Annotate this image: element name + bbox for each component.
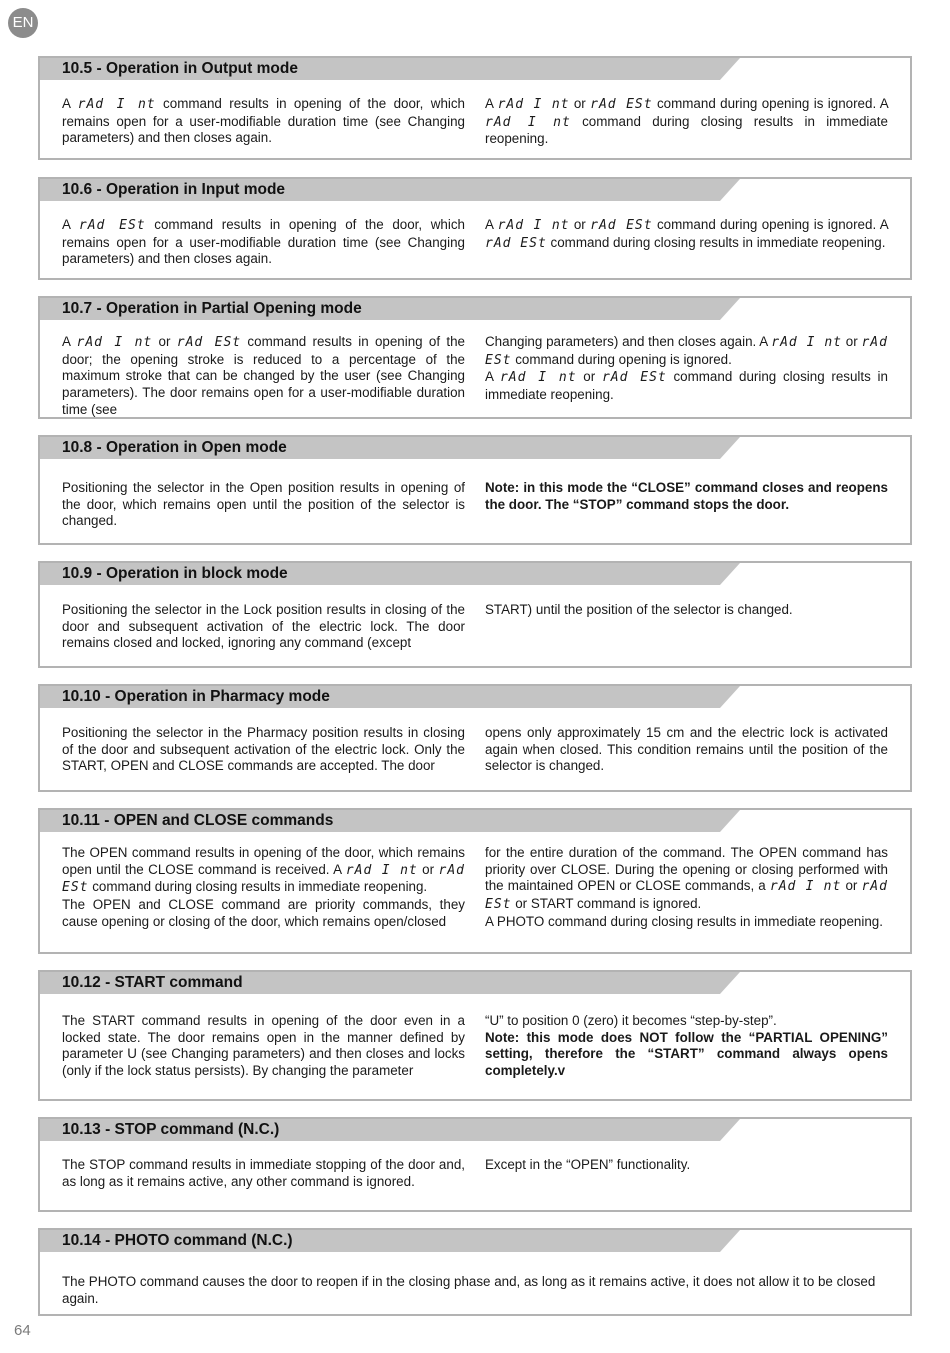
- text: A: [485, 369, 494, 385]
- section-title: 10.7 - Operation in Partial Opening mode: [62, 300, 362, 317]
- page-number: 64: [14, 1322, 31, 1339]
- right-column: Except in the “OPEN” functionality.: [485, 1157, 691, 1172]
- right-column: [485, 334, 888, 419]
- text: command during closing results in immediate reopening.: [485, 369, 888, 403]
- language-badge: EN: [8, 8, 38, 38]
- lcd-rad-est: rAd ESt: [485, 235, 547, 251]
- lcd-rad-est: rAd ESt: [62, 862, 465, 896]
- section-header: [40, 179, 740, 201]
- text: command during closing results in immediate reopening.: [550, 234, 886, 250]
- section-header: [40, 686, 740, 708]
- text: command results in opening of the door, which remains open for a user-modifiable duration time (see Changing parameters) and then closes again.: [62, 96, 466, 146]
- left-column: [62, 217, 465, 268]
- section-10-13: [38, 1117, 912, 1212]
- left-column: Positioning the selector in the Open position results in opening of the door, which remains open until the position of the selector is changed.: [62, 480, 465, 529]
- section-10-9: [38, 561, 912, 668]
- text: The OPEN and CLOSE command are priority commands, they cause opening or closing of the door, which remains open/closed: [62, 897, 465, 929]
- section-title: 10.14 - PHOTO command (N.C.): [62, 1232, 293, 1249]
- section-10-11: [38, 808, 912, 954]
- lcd-rad-int: rAd I nt: [345, 862, 418, 878]
- section-title: 10.12 - START command: [62, 974, 243, 991]
- text: or: [573, 96, 586, 111]
- section-header: [40, 563, 740, 585]
- text: or: [583, 369, 596, 385]
- section-title: 10.5 - Operation in Output mode: [62, 60, 298, 77]
- text: A: [62, 334, 71, 349]
- left-column: Positioning the selector in the Pharmacy position results in closing of the door and subsequent activation of the electric lock. Only the START, OPEN and CLOSE commands are accepted. The door: [62, 725, 465, 774]
- section-title: 10.13 - STOP command (N.C.): [62, 1121, 280, 1138]
- text: A PHOTO command during closing results in immediate reopening.: [485, 913, 883, 929]
- section-header: [40, 1230, 740, 1252]
- section-header: [40, 972, 740, 994]
- section-10-8: [38, 435, 912, 545]
- text: A: [62, 217, 71, 232]
- lcd-rad-est: rAd ESt: [176, 335, 242, 350]
- lcd-rad-int: rAd I nt: [497, 218, 570, 233]
- right-column: opens only approximately 15 cm and the electric lock is activated again when closed. This condition remains until the position of the selector is changed.: [485, 725, 888, 774]
- lcd-rad-est: rAd ESt: [590, 218, 653, 233]
- lcd-rad-int: rAd I nt: [485, 114, 571, 130]
- lcd-rad-int: rAd I nt: [769, 879, 842, 895]
- text: command during opening is ignored.: [515, 351, 732, 367]
- lcd-rad-est: rAd ESt: [485, 335, 888, 368]
- text: command during closing results in immediate reopening.: [92, 879, 428, 895]
- right-column: [485, 217, 888, 268]
- right-column: [485, 845, 888, 931]
- section-10-6: [38, 177, 912, 280]
- text: The OPEN command results in opening of the door, which remains open until the CLOSE command is received. A: [62, 845, 465, 877]
- left-column: The STOP command results in immediate stopping of the door and, as long as it remains active, any other command is ignored.: [62, 1157, 465, 1189]
- text: or: [573, 217, 586, 232]
- lcd-rad-int: rAd I nt: [771, 335, 842, 350]
- section-10-14: [38, 1228, 912, 1316]
- text: command during opening is ignored. A: [656, 217, 888, 232]
- left-column: [62, 845, 465, 931]
- text: “U” to position 0 (zero) it becomes “step-by-step”.: [485, 1013, 777, 1028]
- left-column: [62, 96, 465, 148]
- lcd-rad-est: rAd ESt: [485, 879, 888, 913]
- lcd-rad-int: rAd I nt: [76, 335, 153, 350]
- note-text: Note: this mode does NOT follow the “PARTIAL OPENING” setting, therefore the “START” command always opens completely.v: [485, 1029, 888, 1079]
- text: or START command is ignored.: [515, 896, 702, 912]
- section-title: 10.10 - Operation in Pharmacy mode: [62, 688, 330, 705]
- text: command results in opening of the door; the opening stroke is reduced to a percentage of the maximum stroke that can be changed by the user (see Changing parameters). The door remains open for a user-modifiable duration time (see: [62, 334, 465, 417]
- text: command results in opening of the door, which remains open for a user-modifiable duration time (see Changing parameters) and then closes again.: [62, 217, 465, 267]
- text: command during closing results in immediate reopening.: [485, 113, 888, 147]
- lcd-rad-int: rAd I nt: [499, 370, 577, 386]
- lcd-rad-est: rAd ESt: [590, 97, 653, 112]
- lcd-rad-est: rAd ESt: [78, 218, 146, 233]
- section-10-10: [38, 684, 912, 792]
- section-header: [40, 58, 740, 80]
- section-text: The PHOTO command causes the door to reopen if in the closing phase and, as long as it remains active, it does not allow it to be closed again.: [62, 1274, 876, 1306]
- right-column: START) until the position of the selector is changed.: [485, 602, 793, 617]
- left-column: Positioning the selector in the Lock position results in closing of the door and subsequent activation of the electric lock. The door remains closed and locked, ignoring any command (except: [62, 602, 465, 651]
- section-header: [40, 1119, 740, 1141]
- right-column: [485, 1013, 888, 1080]
- section-title: 10.6 - Operation in Input mode: [62, 181, 286, 198]
- right-column: [485, 96, 888, 148]
- section-10-12: [38, 970, 912, 1101]
- text: or: [845, 878, 858, 894]
- section-title: 10.11 - OPEN and CLOSE commands: [62, 812, 334, 829]
- text: or: [422, 861, 435, 877]
- text: command during opening is ignored. A: [656, 96, 888, 111]
- section-header: [40, 810, 740, 832]
- section-header: [40, 437, 740, 459]
- left-column: The START command results in opening of the door even in a locked state. The door remains open in the manner defined by parameter U (see Changing parameters) and then closes and locks (only if the lock status persists). By changing the parameter: [62, 1013, 465, 1079]
- section-title: 10.8 - Operation in Open mode: [62, 439, 287, 456]
- right-column-note: Note: in this mode the “CLOSE” command closes and reopens the door. The “STOP” command stops the door.: [485, 480, 888, 512]
- lcd-rad-int: rAd I nt: [77, 97, 156, 112]
- section-header: [40, 298, 740, 320]
- text: A: [62, 96, 71, 111]
- text: for the entire duration of the command. The OPEN command has priority over CLOSE. During the opening or closing performed with the maintained OPEN or CLOSE commands, a: [485, 845, 888, 894]
- section-10-7: [38, 296, 912, 419]
- section-title: 10.9 - Operation in block mode: [62, 565, 288, 582]
- lcd-rad-int: rAd I nt: [497, 97, 570, 112]
- section-10-5: [38, 56, 912, 160]
- text: Changing parameters) and then closes again. A: [485, 334, 768, 349]
- text: or: [845, 334, 858, 349]
- left-column: [62, 334, 465, 419]
- text: or: [158, 334, 171, 349]
- lcd-rad-est: rAd ESt: [601, 370, 667, 386]
- text: A: [485, 96, 494, 111]
- text: A: [485, 217, 494, 232]
